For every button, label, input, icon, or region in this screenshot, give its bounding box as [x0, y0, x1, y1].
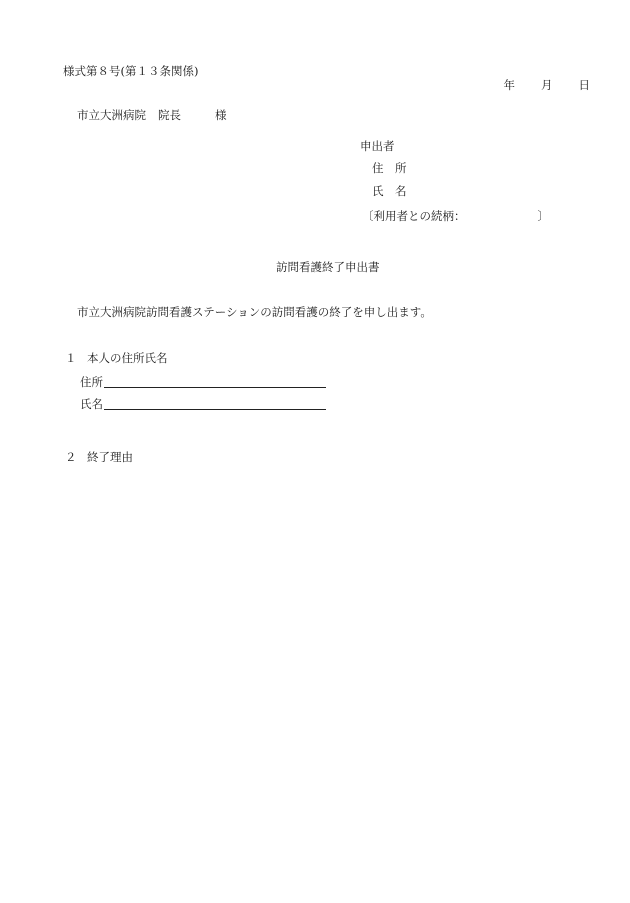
section1-name-field [80, 397, 326, 410]
addressee-honorific: 様 [215, 108, 227, 122]
addressee-title: 院長 [158, 108, 181, 122]
relation-label: 〔利用者との続柄： [362, 209, 466, 223]
form-number: 様式第８号(第１３条関係) [63, 64, 199, 78]
addressee [77, 110, 227, 122]
section1-title: 本人の住所氏名 [87, 351, 168, 365]
section1-address-line[interactable] [104, 375, 326, 388]
section2-title: 終了理由 [87, 450, 133, 464]
date-month-label: 月 [541, 78, 553, 92]
date-day-label: 日 [578, 78, 590, 92]
section1-number: １ [65, 351, 77, 365]
date-year-label: 年 [503, 78, 515, 92]
applicant-name-label: 氏 名 [372, 184, 407, 198]
date-line [504, 80, 591, 92]
section1-address-field [80, 375, 326, 388]
applicant-relation [362, 211, 549, 223]
relation-close: 〕 [537, 209, 549, 223]
applicant-address-label: 住 所 [372, 161, 407, 175]
body-text: 市立大洲病院訪問看護ステーションの訪問看護の終了を申し出ます。 [77, 305, 432, 319]
section1-name-label: 氏名 [80, 396, 103, 411]
document-title: 訪問看護終了申出書 [276, 260, 380, 274]
addressee-hospital: 市立大洲病院 [77, 108, 146, 122]
section1-address-label: 住所 [80, 374, 103, 389]
applicant-header: 申出者 [360, 139, 395, 153]
section2-number: ２ [65, 450, 77, 464]
section1-heading [65, 353, 168, 365]
section1-name-line[interactable] [104, 397, 326, 410]
section2-heading [65, 452, 133, 464]
